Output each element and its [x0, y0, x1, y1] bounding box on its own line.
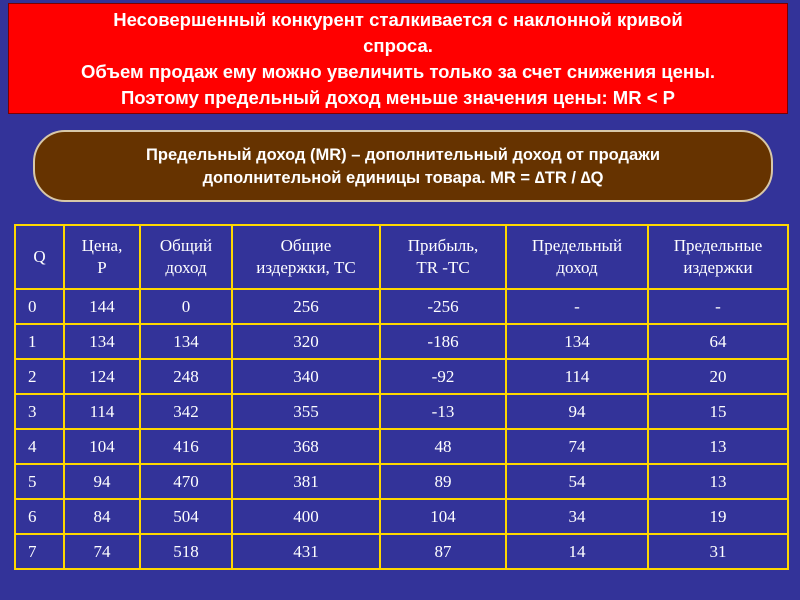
cell-marginal-cost: 19 [648, 499, 788, 534]
cell-total-revenue: 134 [140, 324, 232, 359]
column-header-total-cost-line2: издержки, TC [256, 258, 356, 277]
cell-marginal-revenue: 114 [506, 359, 648, 394]
cell-price: 104 [64, 429, 140, 464]
cell-q: 3 [15, 394, 64, 429]
cell-price: 134 [64, 324, 140, 359]
table-row [15, 499, 788, 534]
cell-profit: -186 [380, 324, 506, 359]
column-header-profit-line2: TR -TC [416, 258, 470, 277]
cell-total-cost: 400 [232, 499, 380, 534]
column-header-profit [380, 225, 506, 289]
cell-total-revenue: 0 [140, 289, 232, 324]
table-row [15, 429, 788, 464]
column-header-marginal-cost-line1: Предельные [673, 236, 763, 255]
column-header-price [64, 225, 140, 289]
cell-total-cost: 320 [232, 324, 380, 359]
column-header-marginal-revenue-line1: Предельный [531, 236, 623, 255]
column-header-price-line2: P [97, 258, 107, 277]
cell-marginal-revenue: 14 [506, 534, 648, 569]
cell-total-revenue: 518 [140, 534, 232, 569]
column-header-total-cost [232, 225, 380, 289]
cell-total-cost: 355 [232, 394, 380, 429]
column-header-q [15, 225, 64, 289]
column-header-marginal-cost-line2: издержки [683, 258, 753, 277]
table-row [15, 324, 788, 359]
cell-q: 1 [15, 324, 64, 359]
cell-total-cost: 256 [232, 289, 380, 324]
cell-q: 7 [15, 534, 64, 569]
cell-marginal-revenue: 34 [506, 499, 648, 534]
cell-total-cost: 368 [232, 429, 380, 464]
cell-marginal-cost: 20 [648, 359, 788, 394]
column-header-total-revenue [140, 225, 232, 289]
cell-marginal-revenue: 134 [506, 324, 648, 359]
cell-price: 144 [64, 289, 140, 324]
cell-profit: 104 [380, 499, 506, 534]
header-line-4: Поэтому предельный доход меньше значения цены: MR < P [120, 87, 676, 108]
column-header-marginal-revenue-line2: доход [556, 258, 598, 277]
cell-q: 0 [15, 289, 64, 324]
revenue-table-container [14, 224, 787, 565]
definition-box [33, 130, 773, 202]
header-line-1: Несовершенный конкурент сталкивается с наклонной кривой [113, 9, 683, 30]
cell-q: 4 [15, 429, 64, 464]
table-row [15, 534, 788, 569]
cell-marginal-revenue: 74 [506, 429, 648, 464]
table-header-row [15, 225, 788, 289]
cell-total-revenue: 504 [140, 499, 232, 534]
cell-profit: 48 [380, 429, 506, 464]
cell-profit: -256 [380, 289, 506, 324]
cell-total-cost: 431 [232, 534, 380, 569]
cell-marginal-cost: 64 [648, 324, 788, 359]
cell-q: 2 [15, 359, 64, 394]
definition-line-1: Предельный доход (MR) – дополнительный доход от продажи [146, 146, 660, 164]
cell-marginal-cost: - [648, 289, 788, 324]
cell-price: 94 [64, 464, 140, 499]
column-header-marginal-cost [648, 225, 788, 289]
cell-profit: 89 [380, 464, 506, 499]
cell-marginal-revenue: - [506, 289, 648, 324]
cell-price: 74 [64, 534, 140, 569]
cell-price: 124 [64, 359, 140, 394]
revenue-table [14, 224, 789, 570]
cell-q: 6 [15, 499, 64, 534]
cell-profit: -13 [380, 394, 506, 429]
cell-marginal-revenue: 54 [506, 464, 648, 499]
cell-total-revenue: 248 [140, 359, 232, 394]
cell-profit: 87 [380, 534, 506, 569]
cell-profit: -92 [380, 359, 506, 394]
cell-marginal-revenue: 94 [506, 394, 648, 429]
column-header-total-revenue-line2: доход [165, 258, 207, 277]
column-header-total-revenue-line1: Общий [159, 236, 213, 255]
cell-marginal-cost: 13 [648, 464, 788, 499]
cell-total-cost: 340 [232, 359, 380, 394]
cell-price: 84 [64, 499, 140, 534]
cell-marginal-cost: 31 [648, 534, 788, 569]
cell-total-revenue: 342 [140, 394, 232, 429]
header-line-2: спроса. [363, 35, 433, 56]
definition-line-2: дополнительной единицы товара. MR = ∆TR / ∆Q [202, 169, 604, 187]
header-line-3: Объем продаж ему можно увеличить только за счет снижения цены. [80, 61, 716, 82]
table-row [15, 359, 788, 394]
column-header-profit-line1: Прибыль, [407, 236, 479, 255]
table-row [15, 464, 788, 499]
cell-marginal-cost: 13 [648, 429, 788, 464]
cell-q: 5 [15, 464, 64, 499]
column-header-price-line1: Цена, [81, 236, 123, 255]
cell-price: 114 [64, 394, 140, 429]
table-row [15, 394, 788, 429]
column-header-total-cost-line1: Общие [280, 236, 332, 255]
table-row [15, 289, 788, 324]
column-header-marginal-revenue [506, 225, 648, 289]
cell-total-cost: 381 [232, 464, 380, 499]
column-header-q-line1: Q [33, 247, 46, 266]
cell-marginal-cost: 15 [648, 394, 788, 429]
cell-total-revenue: 470 [140, 464, 232, 499]
cell-total-revenue: 416 [140, 429, 232, 464]
header-banner [8, 3, 788, 114]
